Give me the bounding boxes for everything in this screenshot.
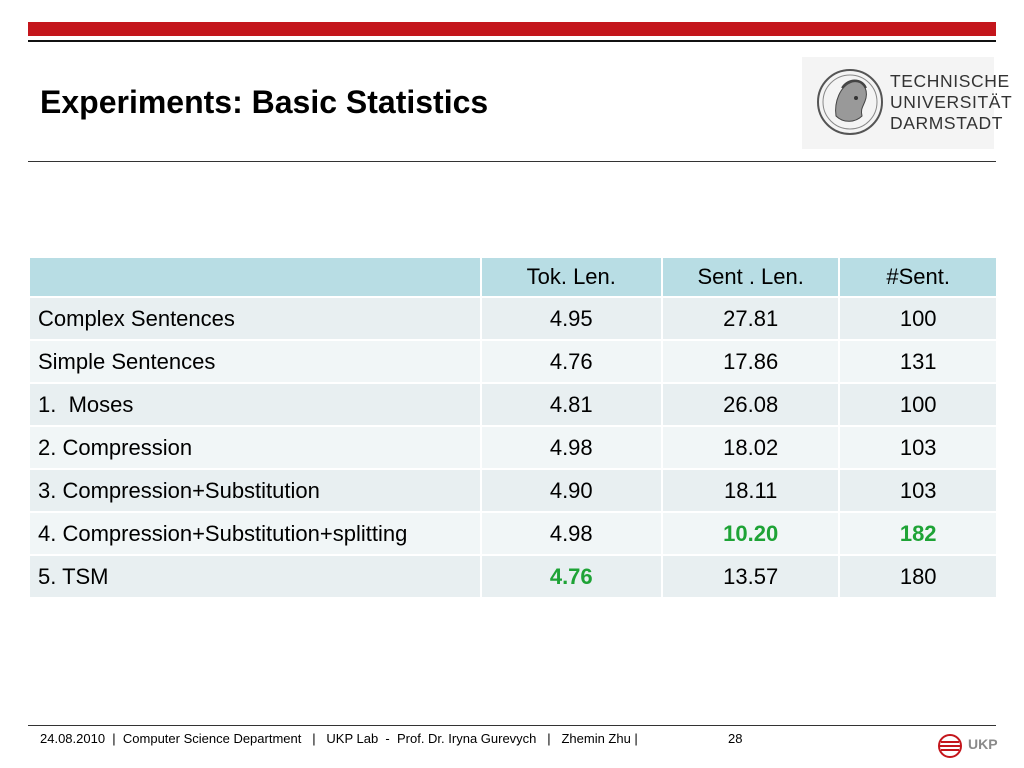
cell-sent-len: 17.86: [662, 340, 839, 383]
cell-sent-len-highlight: 10.20: [662, 512, 839, 555]
footer-divider: [28, 725, 996, 726]
row-label: Complex Sentences: [29, 297, 481, 340]
athena-seal-icon: [816, 66, 884, 138]
logo-line: DARMSTADT: [890, 113, 1003, 133]
cell-tok-len: 4.98: [481, 426, 662, 469]
header-cell-num-sent: #Sent.: [839, 257, 997, 297]
cell-tok-len: 4.81: [481, 383, 662, 426]
header-cell-sent-len: Sent . Len.: [662, 257, 839, 297]
cell-num-sent: 103: [839, 469, 997, 512]
statistics-table: [28, 256, 998, 599]
cell-tok-len: 4.98: [481, 512, 662, 555]
row-label: 3. Compression+Substitution: [29, 469, 481, 512]
cell-sent-len: 18.11: [662, 469, 839, 512]
cell-tok-len: 4.90: [481, 469, 662, 512]
cell-tok-len-highlight: 4.76: [481, 555, 662, 598]
row-label: 5. TSM: [29, 555, 481, 598]
cell-sent-len: 18.02: [662, 426, 839, 469]
table-row: [29, 383, 997, 426]
row-label: 1. Moses: [29, 383, 481, 426]
cell-num-sent-highlight: 182: [839, 512, 997, 555]
table-row: [29, 297, 997, 340]
header-cell-empty: [29, 257, 481, 297]
cell-num-sent: 180: [839, 555, 997, 598]
cell-sent-len: 26.08: [662, 383, 839, 426]
page-number: 28: [728, 731, 743, 746]
logo-line: TECHNISCHE: [890, 71, 1010, 91]
top-accent-bar: [28, 22, 996, 36]
table-row: [29, 555, 997, 598]
row-label: 2. Compression: [29, 426, 481, 469]
table-row: [29, 512, 997, 555]
cell-tok-len: 4.95: [481, 297, 662, 340]
top-divider: [28, 40, 996, 42]
table-row: [29, 340, 997, 383]
cell-num-sent: 103: [839, 426, 997, 469]
cell-tok-len: 4.76: [481, 340, 662, 383]
table-row: [29, 469, 997, 512]
row-label: Simple Sentences: [29, 340, 481, 383]
cell-num-sent: 100: [839, 383, 997, 426]
university-logo: [802, 57, 1013, 149]
header-cell-tok-len: Tok. Len.: [481, 257, 662, 297]
cell-num-sent: 100: [839, 297, 997, 340]
cell-sent-len: 13.57: [662, 555, 839, 598]
ukp-logo-text: UKP: [968, 736, 998, 752]
header-divider: [28, 161, 996, 162]
cell-num-sent: 131: [839, 340, 997, 383]
cell-sent-len: 27.81: [662, 297, 839, 340]
logo-line: UNIVERSITÄT: [890, 92, 1013, 112]
table-row: [29, 426, 997, 469]
slide-title: Experiments: Basic Statistics: [40, 84, 489, 120]
row-label: 4. Compression+Substitution+splitting: [29, 512, 481, 555]
footer-text: 24.08.2010 | Computer Science Department | UKP Lab - Prof. Dr. Iryna Gurevych | Zhemin Zhu |: [40, 731, 638, 746]
table-header-row: [29, 257, 997, 297]
